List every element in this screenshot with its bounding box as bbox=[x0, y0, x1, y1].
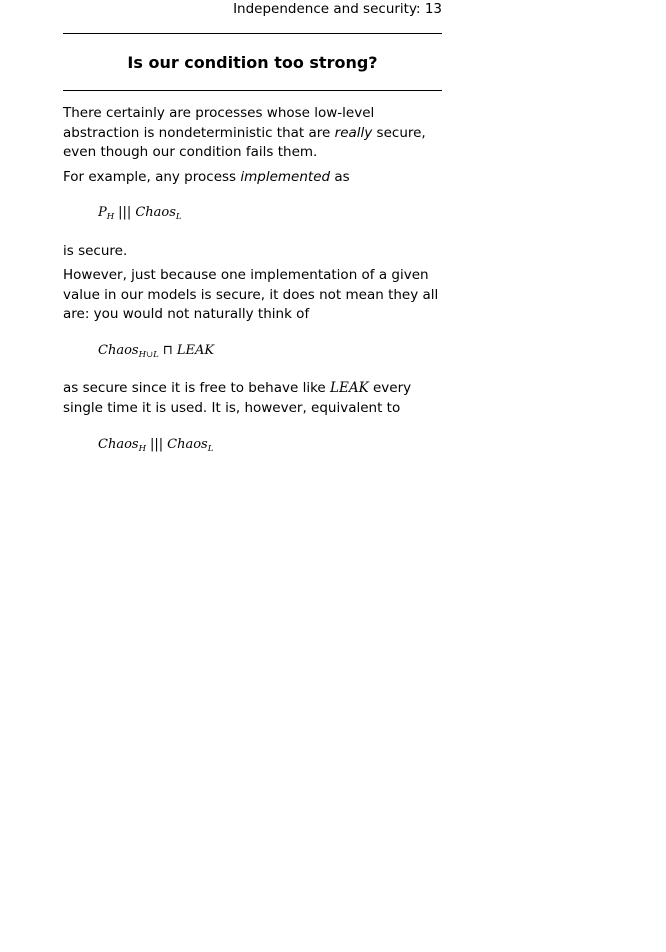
equation-1-left: P bbox=[98, 205, 107, 220]
equation-1 bbox=[98, 205, 182, 220]
equation-1-right-subscript: L bbox=[175, 212, 182, 222]
paragraph-1 bbox=[63, 104, 442, 163]
equation-1-operator: ||| bbox=[118, 205, 132, 220]
paragraph-4: However, just because one implementation of a given value in our models is secure, it does not mean they all are: you would not naturally think of bbox=[63, 267, 439, 322]
equation-3-left: Chaos bbox=[98, 437, 139, 452]
equation-2 bbox=[98, 343, 214, 358]
paragraph-5 bbox=[63, 379, 442, 418]
equation-2-left-subscript: H∪L bbox=[138, 350, 159, 360]
paragraph-2-text-end: as bbox=[330, 169, 350, 185]
paragraph-5-text-end: every single time it is used. It is, however, equivalent to bbox=[63, 380, 412, 416]
equation-3-operator: ||| bbox=[150, 437, 164, 452]
paragraph-2 bbox=[63, 168, 442, 188]
equation-3-right: Chaos bbox=[167, 437, 208, 452]
paragraph-5-text: as secure since it is free to behave like bbox=[63, 380, 331, 396]
paragraph-3: is secure. bbox=[63, 243, 128, 259]
paragraph-1-text: There certainly are processes whose low-level abstraction is nondeterministic that are bbox=[63, 105, 375, 141]
equation-1-right: Chaos bbox=[135, 205, 176, 220]
bottom-rule bbox=[63, 90, 442, 91]
paragraph-1-text-end: secure, even though our condition fails them. bbox=[63, 124, 426, 160]
paragraph-5-math: LEAK bbox=[330, 380, 369, 396]
equation-3 bbox=[98, 437, 213, 452]
top-rule bbox=[63, 33, 442, 34]
equation-2-right: LEAK bbox=[176, 343, 215, 358]
equation-3-left-subscript: H bbox=[138, 444, 146, 454]
paragraph-2-text: For example, any process bbox=[63, 169, 241, 185]
equation-1-left-subscript: H bbox=[106, 212, 115, 222]
equation-3-right-subscript: L bbox=[207, 444, 214, 454]
equation-2-left: Chaos bbox=[98, 343, 139, 358]
running-head: Independence and security: 13 bbox=[233, 1, 442, 17]
equation-2-operator: ⊓ bbox=[162, 343, 173, 358]
paragraph-2-emphasis: implemented bbox=[240, 169, 331, 185]
slide-title: Is our condition too strong? bbox=[127, 53, 378, 72]
paragraph-1-emphasis: really bbox=[334, 124, 373, 141]
